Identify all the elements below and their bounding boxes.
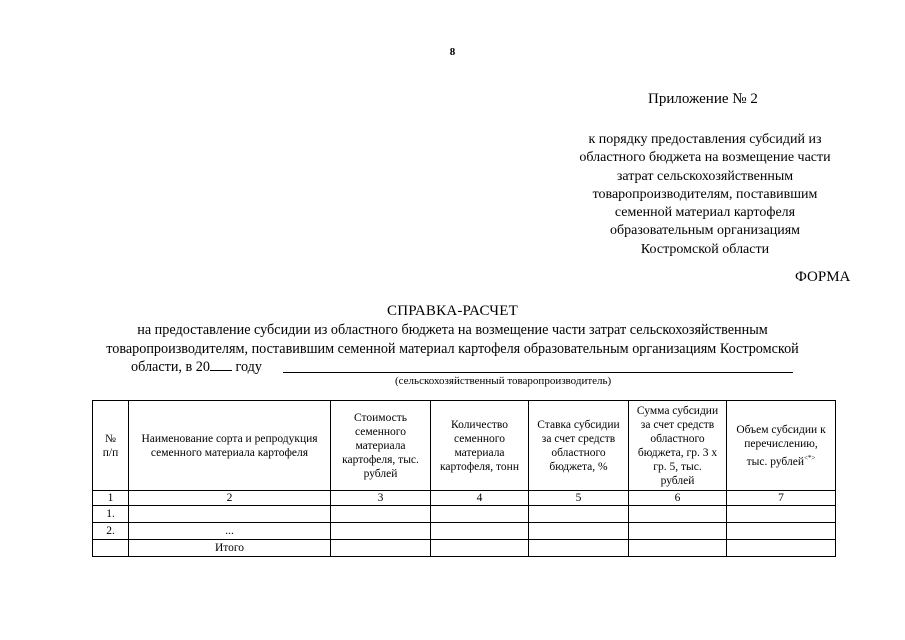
header-line: гр. 5, тыс. <box>653 460 702 473</box>
header-cell-transfer-volume <box>727 401 836 491</box>
table-cell[interactable] <box>431 540 529 557</box>
header-line: Объем субсидии к <box>736 423 826 436</box>
header-cell-rate <box>529 401 629 491</box>
subsidy-table <box>92 400 836 557</box>
header-line: перечислению, <box>744 437 818 450</box>
table-cell[interactable] <box>431 523 529 540</box>
appendix-desc-line: областного бюджета на возмещение части <box>579 150 831 166</box>
table-cell[interactable] <box>727 506 836 523</box>
appendix-desc-line: товаропроизводителям, поставившим <box>592 186 818 202</box>
year-line <box>131 358 262 376</box>
appendix-desc-line: семенной материал картофеля <box>614 205 796 221</box>
table-total-row <box>93 540 836 557</box>
header-line: бюджета, гр. 3 х <box>637 446 718 459</box>
header-line: Стоимость <box>354 411 407 424</box>
column-number: 6 <box>629 491 727 506</box>
table-cell[interactable] <box>727 523 836 540</box>
column-number: 5 <box>529 491 629 506</box>
year-blank-field[interactable] <box>210 358 232 371</box>
page-number: 8 <box>449 46 456 58</box>
column-number: 1 <box>93 491 129 506</box>
header-line: картофеля, тыс. <box>342 453 419 466</box>
header-line: № <box>105 432 116 445</box>
table-cell[interactable] <box>129 506 331 523</box>
header-line: Ставка субсидии <box>537 418 620 431</box>
table-cell <box>93 540 129 557</box>
document-subtitle <box>85 321 820 358</box>
appendix-number: Приложение № 2 <box>648 91 758 107</box>
column-number: 7 <box>727 491 836 506</box>
header-line: семенного <box>355 425 406 438</box>
appendix-desc-line: к порядку предоставления субсидий из <box>588 132 822 147</box>
column-number: 4 <box>431 491 529 506</box>
header-cell-subsidy-sum <box>629 401 727 491</box>
header-cell-number <box>93 401 129 491</box>
producer-blank-field[interactable] <box>283 372 793 373</box>
table-cell[interactable] <box>727 540 836 557</box>
table-cell: 2. <box>93 523 129 540</box>
document-title: СПРАВКА-РАСЧЕТ <box>387 303 518 319</box>
table-cell[interactable] <box>431 506 529 523</box>
header-line: Сумма субсидии <box>636 404 719 417</box>
year-prefix: области, в 20 <box>131 359 210 375</box>
table-cell[interactable] <box>331 506 431 523</box>
table-cell[interactable] <box>529 540 629 557</box>
table-cell[interactable] <box>529 523 629 540</box>
producer-caption: (сельскохозяйственный товаропроизводитель) <box>395 375 612 387</box>
table-row <box>93 506 836 523</box>
header-footnote: <*> <box>803 453 816 462</box>
header-line: рублей <box>363 467 398 480</box>
table-cell[interactable] <box>331 523 431 540</box>
header-line: областного <box>551 446 606 459</box>
header-line: материала <box>355 439 406 452</box>
header-line: материала <box>454 446 505 459</box>
header-line: картофеля, тонн <box>439 460 519 473</box>
year-suffix: году <box>231 359 262 375</box>
table-cell[interactable] <box>629 540 727 557</box>
table-cell[interactable]: ... <box>129 523 331 540</box>
table-cell[interactable] <box>529 506 629 523</box>
appendix-desc-line: затрат сельскохозяйственным <box>616 168 794 184</box>
appendix-desc-line: Костромской области <box>640 241 770 257</box>
header-line: семенного материала картофеля <box>150 446 309 459</box>
table-row <box>93 523 836 540</box>
header-line: Наименование сорта и репродукция <box>141 432 318 445</box>
table-cell[interactable] <box>629 506 727 523</box>
column-number: 2 <box>129 491 331 506</box>
subtitle-line: на предоставление субсидии из областного бюджета на возмещение части затрат сельскохозяйственным <box>137 322 768 338</box>
table-cell[interactable] <box>629 523 727 540</box>
header-line: семенного <box>454 432 505 445</box>
table-header-row <box>93 401 836 491</box>
form-label: ФОРМА <box>795 269 851 285</box>
header-line: Количество <box>451 418 508 431</box>
subtitle-line: товаропроизводителям, поставившим семенной материал картофеля образовательным организациям Костромской <box>106 340 799 357</box>
header-line: п/п <box>102 446 119 459</box>
header-cell-quantity <box>431 401 529 491</box>
column-number: 3 <box>331 491 431 506</box>
header-cell-variety <box>129 401 331 491</box>
appendix-desc-line: образовательным организациям <box>610 223 800 239</box>
header-line: областного <box>650 432 705 445</box>
header-line: за счет средств <box>541 432 616 445</box>
table-cell: 1. <box>93 506 129 523</box>
total-label: Итого <box>129 540 331 557</box>
column-number-row <box>93 491 836 506</box>
header-line: бюджета, % <box>549 460 608 473</box>
header-line: тыс. рублей <box>746 455 804 468</box>
header-line: рублей <box>660 474 695 487</box>
appendix-description <box>545 131 865 259</box>
header-line: за счет средств <box>640 418 715 431</box>
header-cell-cost <box>331 401 431 491</box>
table-cell[interactable] <box>331 540 431 557</box>
